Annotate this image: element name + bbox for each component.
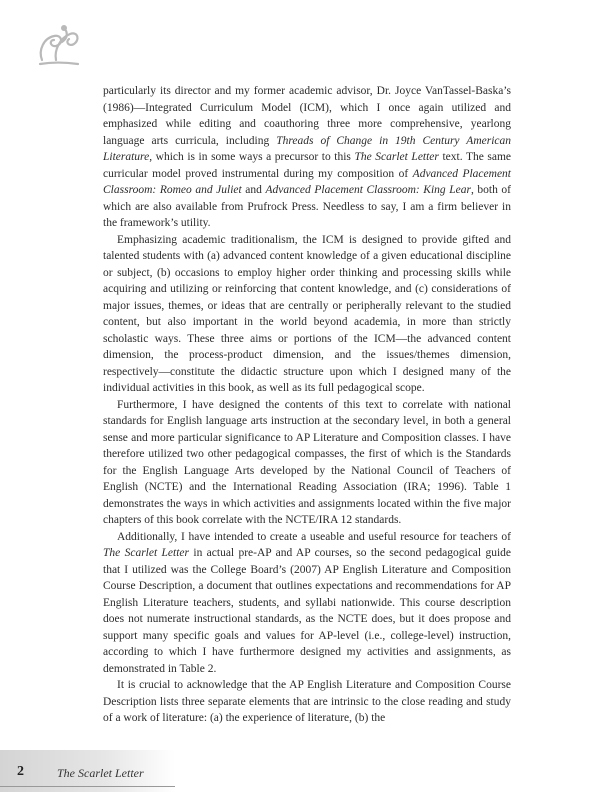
- text-run: and: [241, 184, 266, 196]
- italic-title: Threads of Change in 19th Century American Literature: [103, 134, 511, 163]
- text-run: , which is in some ways a precursor to this: [149, 151, 355, 163]
- page-number: 2: [17, 764, 24, 779]
- paragraph: [103, 397, 511, 529]
- body-text: [103, 83, 511, 727]
- paragraph: [103, 529, 511, 678]
- italic-title: The Scarlet Letter: [103, 547, 190, 559]
- text-run: particularly its director and my former academic advisor, Dr. Joyce VanTassel-Baska’s (1986)—Integrated Curriculum Model (ICM), which I once again utilized and emphasized while editing and coauthoring three more comprehensive, yearlong language arts curricula, including: [103, 85, 511, 147]
- text-run: Additionally, I have intended to create a useable and useful resource for teachers of: [117, 530, 511, 543]
- paragraph: [103, 83, 511, 232]
- running-title: The Scarlet Letter: [57, 766, 144, 780]
- text-run: , both of which are also available from Prufrock Press. Needless to say, I am a firm believer in the framework’s utility.: [103, 184, 511, 229]
- italic-title: Advanced Placement Classroom: Romeo and Juliet: [103, 167, 511, 196]
- italic-title: Advanced Placement Classroom: King Lear: [265, 184, 471, 196]
- italic-title: The Scarlet Letter: [354, 151, 439, 163]
- paragraph: [103, 232, 511, 397]
- text-run: Furthermore, I have designed the contents of this text to correlate with national standards for English language arts instruction at the secondary level, in both a general sense and more particular significance to AP Literature and Composition classes. I have therefore utilized two other pedagogical compasses, the first of which is the Standards for the English Language Arts developed by the National Council of Teachers of English (NCTE) and the International Reading Association (IRA; 1996). Table 1 demonstrates the ways in which activities and assignments located within the five major chapters of this book correlate with the NCTE/IRA 12 standards.: [103, 398, 511, 526]
- text-run: in actual pre-AP and AP courses, so the second pedagogical guide that I utilized was the College Board’s (2007) AP English Literature and Composition Course Description, a document that outlines expectations and recommendations for AP English Literature teachers, students, and syllabi nationwide. This course description does not numerate instructional standards, as the NCTE does, but it does propose and support many specific goals and values for AP-level (i.e., college-level) instruction, according to which I have furthermore designed my activities and assignments, as demonstrated in Table 2.: [103, 547, 512, 675]
- footer-rule: [0, 786, 175, 787]
- text-run: Emphasizing academic traditionalism, the ICM is designed to provide gifted and talented students with (a) advanced content knowledge of a given educational discipline or subject, (b) occasions to employ higher order thinking and processing skills while acquiring and utilizing or reinforcing that content knowledge, and (c) considerations of major issues, themes, or ideas that are centrally or peripherally relevant to the studied content, but also important in the world beyond academia, in more than strictly scholastic ways. These three aims or portions of the ICM—the advanced content dimension, the process-product dimension, and the issues/themes dimension, respectively—constitute the didactic structure upon which I designed many of the individual activities in this book, as well as its full pedagogical scope.: [103, 233, 511, 394]
- text-run: It is crucial to acknowledge that the AP English Literature and Composition Course Description lists three separate elements that are intrinsic to the close reading and study of a work of literature: (a) the experience of literature, (b) the: [103, 679, 511, 724]
- paragraph: [103, 677, 511, 727]
- fleur-ornament-icon: [34, 20, 84, 70]
- text-run: text. The same curricular model proved instrumental during my composition of: [103, 151, 512, 180]
